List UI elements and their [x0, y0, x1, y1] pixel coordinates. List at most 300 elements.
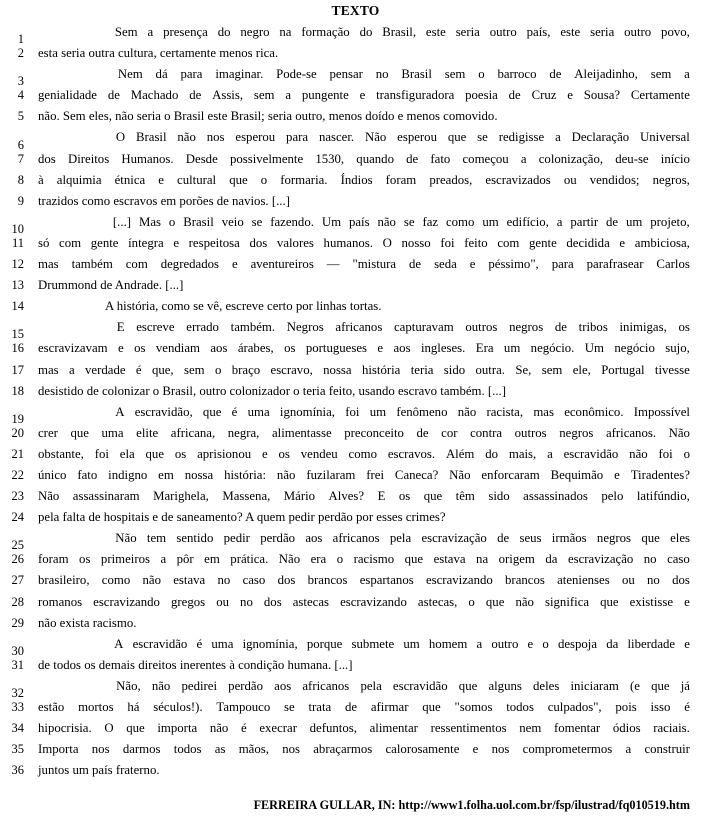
word: negra, [227, 425, 260, 440]
word: escravidão, [134, 404, 193, 419]
word: os [398, 489, 411, 504]
word: não [457, 404, 477, 419]
word: (e [629, 678, 640, 693]
word: pôr [176, 552, 194, 567]
word: que [202, 404, 222, 419]
word: que [229, 172, 248, 187]
word: aos [274, 678, 292, 693]
line-content: Drummond de Andrade. [...] [38, 278, 184, 293]
line-number: 11 [11, 235, 24, 250]
word: pela [360, 678, 382, 693]
line-content: A história, como se vê, escreve certo por linhas tortas. [105, 299, 382, 314]
word: um [482, 214, 499, 229]
word: Declaração [571, 130, 630, 145]
word: estava [173, 573, 206, 588]
text-line [0, 570, 711, 591]
word: foi [440, 235, 455, 250]
word: sem [253, 88, 275, 103]
line-number: 19 [11, 411, 24, 426]
line-number: 6 [17, 137, 24, 152]
word: não [209, 721, 229, 736]
line-number: 10 [11, 221, 24, 236]
word: colonização, [538, 151, 604, 166]
word: capturavam [394, 320, 454, 335]
word: que, [151, 362, 174, 377]
word: dos [277, 573, 296, 588]
word: partir [570, 214, 599, 229]
word: e [472, 742, 479, 757]
word: ela [119, 446, 135, 461]
word: hipocrisia. [38, 721, 92, 736]
word: Não [115, 531, 137, 546]
word: Machado [130, 88, 179, 103]
word: escravização [421, 531, 487, 546]
word: étnica [114, 172, 146, 187]
word: do [359, 25, 373, 39]
word: no [647, 573, 660, 588]
word: A [115, 404, 125, 419]
word: escravidão [392, 678, 448, 693]
word: só [38, 235, 50, 250]
word: afirmar [370, 700, 409, 714]
line-text [38, 697, 690, 718]
word: do [485, 446, 499, 461]
text-line [0, 127, 711, 152]
word: caso [242, 573, 266, 588]
word: ingleses. [420, 341, 466, 356]
word: uma [211, 636, 234, 651]
word: preados, [429, 172, 473, 187]
word: na [279, 25, 292, 39]
word: Se, [515, 362, 532, 377]
word: como [101, 573, 131, 588]
word: formaria. [280, 172, 328, 187]
word: Um [321, 214, 342, 229]
word: fenômeno [396, 404, 448, 419]
word: execrar [259, 721, 297, 736]
paragraph-indent [38, 317, 105, 338]
word: a [684, 67, 690, 82]
word: e [684, 636, 690, 651]
word: projeto, [650, 214, 690, 229]
word: outros [514, 425, 547, 440]
word: estão [38, 700, 65, 714]
word: que [600, 594, 619, 609]
word: escravos. [387, 446, 436, 461]
word: Negros [286, 320, 324, 335]
text-line [0, 275, 711, 296]
text-line [0, 254, 711, 275]
word: que [641, 531, 660, 546]
line-number: 1 [17, 32, 24, 47]
line-number: 32 [11, 686, 24, 700]
word: o [260, 172, 268, 187]
word: tivesse [654, 362, 690, 377]
word: redigisse [498, 130, 545, 145]
word: de [416, 425, 429, 440]
word: Marighela, [153, 489, 209, 504]
word: caso [667, 552, 690, 567]
text-line [0, 317, 711, 342]
word: sem [541, 362, 563, 377]
text-line [0, 64, 711, 89]
word: outros [465, 320, 498, 335]
word: abraçarmos [313, 742, 373, 757]
line-number: 34 [11, 721, 24, 736]
word: o [683, 446, 690, 461]
word: Carlos [656, 257, 690, 272]
line-text [38, 423, 690, 444]
numbered-text-body [0, 22, 711, 781]
word: Brasil [183, 214, 214, 229]
word: contra [470, 425, 503, 440]
word: não [142, 573, 161, 588]
line-text [38, 212, 690, 233]
word: Não [38, 489, 60, 504]
word: vendeu [300, 446, 338, 461]
word: Certamente [630, 88, 690, 103]
line-text [38, 191, 690, 212]
line-text [38, 106, 690, 127]
word: E [116, 320, 125, 335]
word: parafrasear [586, 257, 644, 272]
word: não [177, 130, 196, 145]
word: do [217, 25, 231, 39]
word: uma [247, 404, 270, 419]
line-text [38, 444, 690, 465]
word: Um [584, 341, 604, 356]
word: frei [366, 467, 385, 482]
word: esperou [235, 130, 276, 145]
word: para [180, 67, 203, 82]
word: racista, [486, 404, 524, 419]
word: E [377, 489, 386, 504]
word: Tampouco [216, 700, 271, 714]
word: Sem [114, 25, 138, 39]
word: primeiros [100, 552, 150, 567]
word: vendidos; [589, 172, 640, 187]
line-number: 5 [17, 109, 24, 124]
word: Cruz [531, 88, 557, 103]
line-number: 36 [11, 763, 24, 778]
text-line [0, 592, 711, 613]
line-text [38, 718, 690, 739]
word: Aleijadinho, [574, 67, 638, 82]
word: ignomínia, [242, 636, 298, 651]
word: fato [430, 151, 451, 166]
word: romanos [38, 594, 83, 609]
word: veio [221, 214, 244, 229]
word: Desde [185, 151, 218, 166]
word: no [240, 594, 253, 609]
word: que [422, 700, 441, 714]
word: íntegra [128, 235, 164, 250]
word: Brasil [135, 130, 167, 145]
word: em [158, 467, 174, 482]
line-text [38, 43, 690, 64]
word: sem [650, 67, 672, 82]
word: uma [101, 425, 124, 440]
line-number: 3 [17, 74, 24, 89]
word: Não, [116, 678, 141, 693]
word: o [478, 67, 485, 82]
text-line [0, 718, 711, 739]
line-text [38, 64, 690, 85]
word: a [160, 552, 167, 567]
word: gente [529, 235, 557, 250]
line-content: de todos os demais direitos inerentes à condição humana. [...] [38, 657, 353, 672]
word: dos [38, 151, 56, 166]
word: enforcaram [481, 467, 540, 482]
word: escravização [567, 552, 634, 567]
line-text [38, 381, 690, 402]
word: a [555, 130, 561, 145]
word: no [217, 573, 231, 588]
word: os [284, 341, 296, 356]
word: africana, [170, 425, 216, 440]
word: é [240, 721, 247, 736]
word: único [38, 467, 67, 482]
word: em [204, 552, 220, 567]
word: não [276, 467, 296, 482]
word: negro [240, 25, 270, 39]
word: os [678, 320, 690, 335]
word: culpados", [547, 700, 602, 714]
word: há [127, 700, 140, 714]
word: respeitosa [188, 235, 240, 250]
word: com [59, 235, 82, 250]
word: mas [38, 257, 59, 272]
word: sido [488, 489, 510, 504]
word: pedir [223, 531, 250, 546]
word: Nem [117, 67, 143, 82]
word: início [660, 151, 690, 166]
line-text [38, 127, 690, 148]
word: ou [621, 573, 635, 588]
paragraph-indent [38, 64, 105, 85]
word: se [284, 700, 295, 714]
word: pungente [301, 88, 349, 103]
word: e [567, 88, 573, 103]
word: também [71, 257, 113, 272]
word: é [135, 362, 142, 377]
word: edifício, [506, 214, 549, 229]
line-text [38, 402, 690, 423]
word: foi [94, 446, 109, 461]
word: nossa [184, 467, 214, 482]
word: os [134, 341, 146, 356]
word: pedirei [181, 678, 218, 693]
word: mas [533, 404, 554, 419]
word: ou [216, 594, 229, 609]
word: africanos [332, 531, 380, 546]
text-line [0, 528, 711, 553]
word: liberdade [627, 636, 676, 651]
word: Universal [640, 130, 690, 145]
word: irmãos [551, 531, 587, 546]
word: "mistura [352, 257, 397, 272]
word: escravizados [485, 172, 551, 187]
word: outra. [475, 362, 505, 377]
line-content: juntos um país fraterno. [38, 763, 160, 778]
word: e [619, 235, 626, 250]
word: mas [38, 362, 59, 377]
word: aos [210, 341, 228, 356]
line-text [38, 465, 690, 486]
word: tem [146, 531, 167, 546]
word: ressentimentos [430, 721, 507, 736]
word: astecas, [417, 594, 458, 609]
word: árabes, [237, 341, 274, 356]
word: O [104, 721, 114, 736]
text-line [0, 760, 711, 781]
line-content: esta seria outra cultura, certamente menos rica. [38, 46, 279, 61]
word: um [503, 341, 521, 356]
word: todos [173, 742, 202, 757]
word: degredados [160, 257, 219, 272]
word: preconceito [344, 425, 404, 440]
word: formação [301, 25, 350, 39]
word: Não [278, 552, 301, 567]
word: foi [658, 446, 673, 461]
word: a [520, 151, 527, 166]
word: Impossível [633, 404, 690, 419]
word: fomentar [553, 721, 601, 736]
text-line [0, 85, 711, 106]
text-line [0, 655, 711, 676]
word: [...] [112, 214, 132, 229]
word: a [556, 214, 563, 229]
word: Mário [283, 489, 316, 504]
word: têm [455, 489, 475, 504]
line-text [38, 655, 690, 676]
word: a [147, 25, 154, 39]
word: ignomínia, [279, 404, 335, 419]
word: país, [526, 25, 551, 39]
word: de [508, 88, 521, 103]
word: valores [276, 235, 314, 250]
text-line [0, 697, 711, 718]
word: Massena, [222, 489, 271, 504]
line-number: 16 [11, 341, 24, 356]
word: quando [356, 151, 394, 166]
word: que [447, 130, 467, 145]
word: um [369, 404, 387, 419]
line-text [38, 592, 690, 613]
word: é [196, 636, 203, 651]
line-text [38, 360, 690, 381]
word: não [629, 446, 648, 461]
word: construir [644, 742, 690, 757]
text-line [0, 43, 711, 64]
word: da [606, 636, 619, 651]
word: barroco [497, 67, 537, 82]
word: que [423, 489, 443, 504]
line-number: 24 [11, 510, 24, 525]
text-line [0, 549, 711, 570]
word: e [261, 446, 268, 461]
word: Pode-se [276, 67, 317, 82]
word: negros [596, 531, 632, 546]
word: Alves? [328, 489, 365, 504]
word: Portugal [601, 362, 645, 377]
word: aprisionou [197, 446, 252, 461]
word: gente [90, 235, 119, 250]
word: existisse [629, 594, 674, 609]
word: africanos [335, 320, 383, 335]
word: que [404, 552, 424, 567]
word: Não [668, 425, 690, 440]
word: escravo, [270, 362, 313, 377]
word: é [684, 700, 690, 714]
word: trata [308, 700, 332, 714]
text-line [0, 149, 711, 170]
word: origem [498, 552, 535, 567]
word: estava [433, 552, 466, 567]
word: sido [443, 362, 466, 377]
word: péssimo", [488, 257, 539, 272]
source-attribution: FERREIRA GULLAR, IN: http://www1.folha.uol.com.br/fsp/ilustrad/fq010519.htm [253, 798, 690, 812]
line-text [38, 338, 690, 359]
word: os [278, 446, 290, 461]
word: este [425, 25, 446, 39]
word: pelo [601, 489, 624, 504]
word: de [107, 88, 120, 103]
word: para [551, 257, 574, 272]
word: nos [282, 742, 300, 757]
word: O [382, 235, 392, 250]
word: nos [91, 742, 110, 757]
word: decidida [566, 235, 610, 250]
line-number: 18 [11, 383, 24, 398]
word: espartanos [359, 573, 414, 588]
word: mãos, [238, 742, 269, 757]
line-number: 30 [11, 643, 24, 658]
word: aos [393, 341, 411, 356]
text-line [0, 212, 711, 236]
word: outro [491, 636, 519, 651]
line-number: 2 [17, 46, 24, 61]
word: comprometermos [522, 742, 613, 757]
word: 1530, [315, 151, 345, 166]
word: escravizando [340, 594, 407, 609]
text-line [0, 402, 711, 426]
word: Sousa? [583, 88, 621, 103]
word: africanos [302, 678, 350, 693]
word: os [79, 552, 91, 567]
word: gregos [171, 594, 206, 609]
word: que [126, 721, 145, 736]
line-number: 15 [11, 327, 24, 342]
word: braço [231, 362, 261, 377]
word: mais, [508, 446, 537, 461]
line-text [38, 739, 690, 760]
word: prática. [230, 552, 269, 567]
word: as [214, 742, 226, 757]
word: foram [385, 172, 417, 187]
word: alimentar [369, 721, 418, 736]
word: e [231, 257, 238, 272]
word: defuntos, [309, 721, 357, 736]
line-text [38, 549, 690, 570]
word: começou [462, 151, 509, 166]
line-number: 29 [11, 615, 24, 630]
word: dos [263, 594, 282, 609]
word: o [168, 214, 176, 229]
word: escravizando [425, 573, 493, 588]
page-title: TEXTO [331, 3, 380, 18]
word: portugueses [305, 341, 368, 356]
